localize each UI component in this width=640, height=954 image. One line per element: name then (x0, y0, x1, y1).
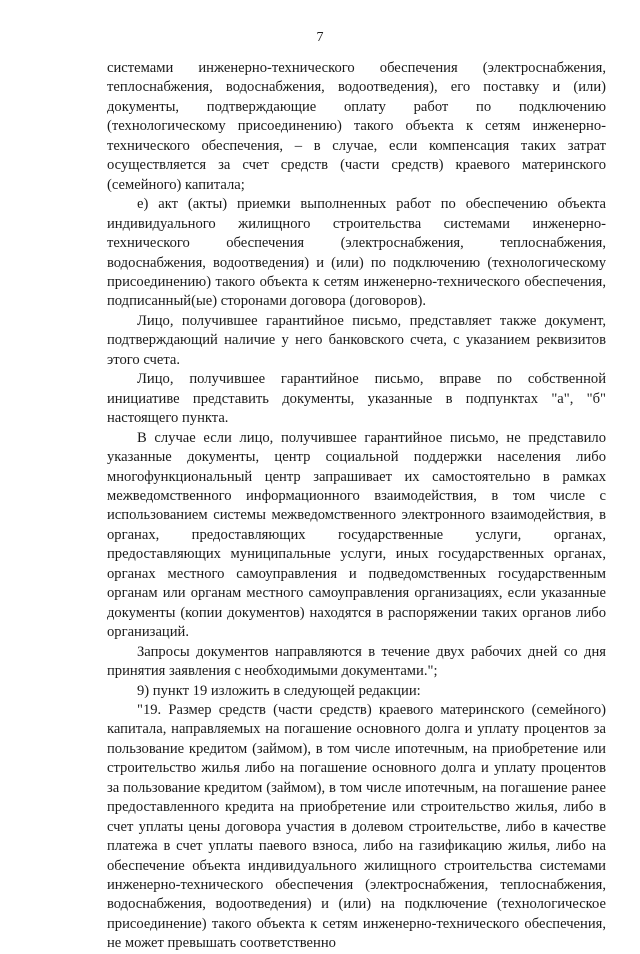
paragraph: Лицо, получившее гарантийное письмо, представляет также документ, подтверждающий наличие у него банковского счета, с указанием реквизитов этого счета. (107, 312, 606, 368)
paragraph: В случае если лицо, получившее гарантийное письмо, не представило указанные документы, центр социальной поддержки населения либо многофункциональный центр запрашивает их самостоятельно в рамках межведомственного информационного взаимодействия, в том числе с использованием системы межведомственного электронного взаимодействия, в органах, предоставляющих государственные услуги, органах, предоставляющих муниципальные услуги, иных государственных органах, органах местного самоуправления и подведомственных государственным органам или органам местного самоуправления организациях, если указанные документы (копии документов) находятся в распоряжении таких органов либо организаций. (107, 429, 606, 641)
paragraph: системами инженерно-технического обеспечения (электроснабжения, теплоснабжения, водоснабжения, водоотведения), его поставку и (или) документы, подтверждающие оплату работ по подключению (технологическому присоединению) такого объекта к сетям инженерно-технического обеспечения, – в случае, если компенсация таких затрат осуществляется за счет средств (части средств) краевого материнского (семейного) капитала; (107, 60, 606, 193)
document-body (107, 59, 606, 954)
paragraph: Лицо, получившее гарантийное письмо, вправе по собственной инициативе представить документы, указанные в подпунктах "а", "б" настоящего пункта. (107, 371, 606, 427)
paragraph: е) акт (акты) приемки выполненных работ по обеспечению объекта индивидуального жилищного строительства системами инженерно-технического обеспечения (электроснабжения, теплоснабжения, водоснабжения, водоотведения) и (или) по подключению (технологическому присоединению) такого объекта к сетям инженерно-технического обеспечения, подписанный(ые) сторонами договора (договоров). (107, 196, 606, 310)
paragraph: 9) пункт 19 изложить в следующей редакции: (137, 682, 421, 699)
paragraph: Запросы документов направляются в течение двух рабочих дней со дня принятия заявления с необходимыми документами."; (107, 643, 606, 680)
page-number: 7 (316, 30, 324, 45)
paragraph: "19. Размер средств (части средств) краевого материнского (семейного) капитала, направляемых на погашение основного долга и уплату процентов за пользование кредитом (займом), в том числе ипотечным, на приобретение или строительство жилья либо на погашение основного долга и уплату процентов за пользование кредитом (займом), в том числе ипотечным, на погашение ранее предоставленного кредита на приобретение или строительство жилья, либо в счет уплаты цены договора участия в долевом строительстве, либо в качестве платежа в счет уплаты паевого взноса, либо на газификацию жилья, либо на обеспечение объекта индивидуального жилищного строительства системами инженерно-технического обеспечения (электроснабжения, теплоснабжения, водоснабжения, водоотведения) и (или) на подключение (технологическое присоединение) такого объекта к сетям инженерно-технического обеспечения, не может превышать соответственно (107, 701, 606, 952)
